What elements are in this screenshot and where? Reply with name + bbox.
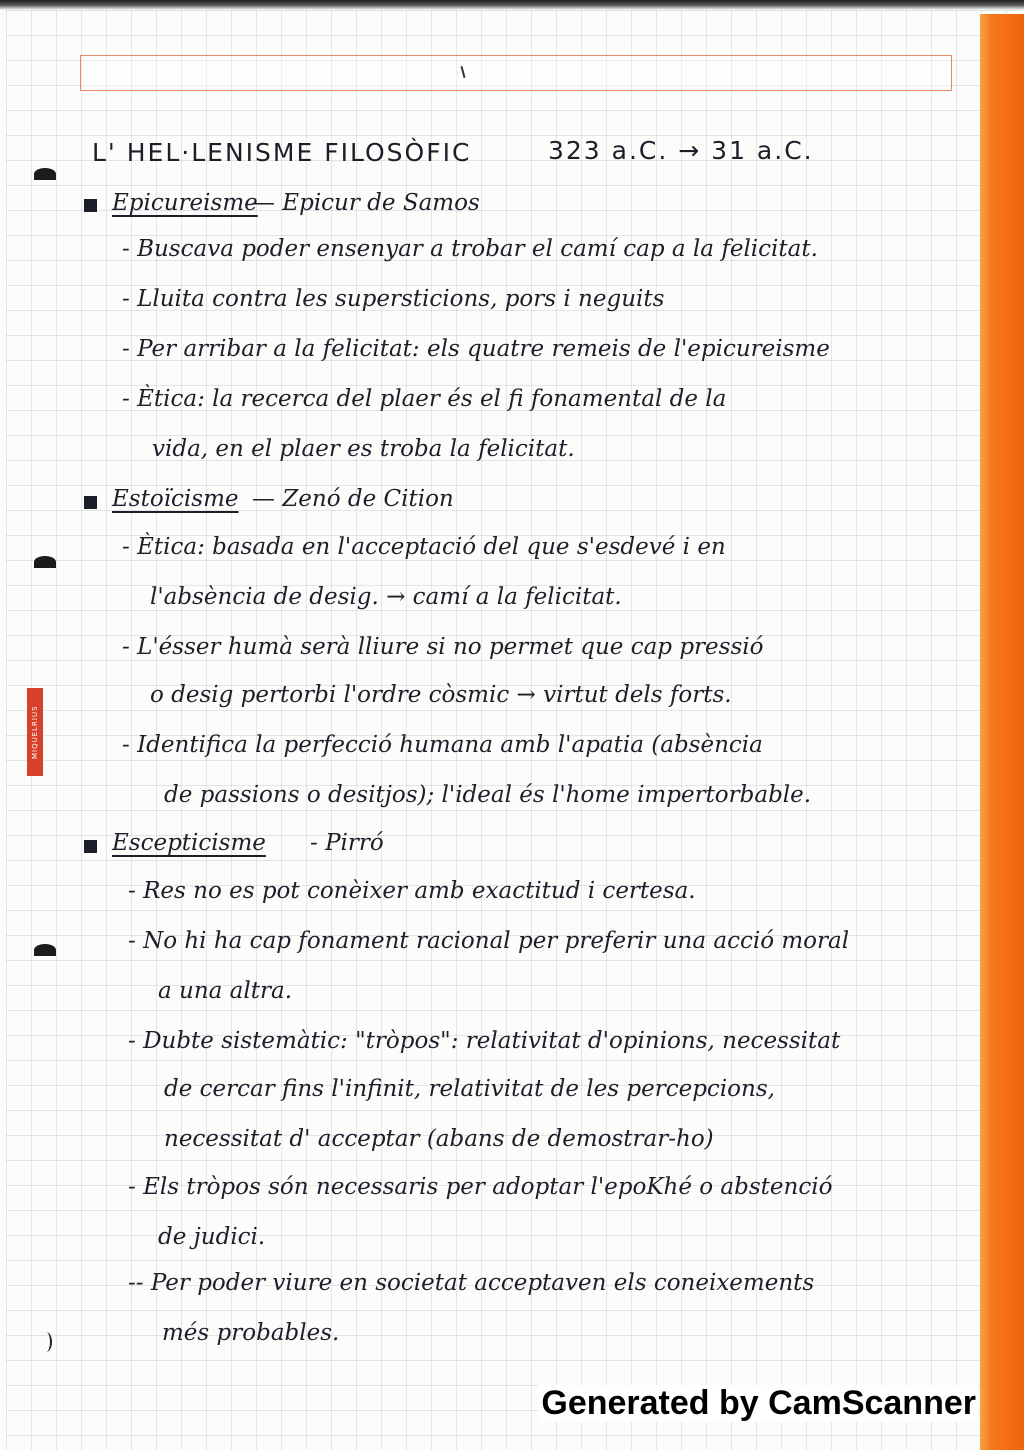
note-line: a una altra.	[158, 978, 293, 1004]
note-line: - Lluita contra les supersticions, pors i neguits	[122, 286, 665, 312]
note-line: - No hi ha cap fonament racional per preferir una acció moral	[128, 928, 850, 954]
note-line: - Dubte sistemàtic: "tròpos": relativitat d'opinions, necessitat	[128, 1028, 841, 1054]
orange-page-edge	[980, 14, 1024, 1450]
date-range: 323 a.C. → 31 a.C.	[548, 136, 814, 165]
note-line: - L'ésser humà serà lliure si no permet que cap pressió	[122, 634, 764, 660]
note-line: - Ètica: basada en l'acceptació del que s'esdevé i en	[122, 534, 726, 560]
note-line: l'absència de desig. → camí a la felicitat.	[150, 584, 622, 610]
notebook-brand-tag: MIQUELRIUS	[27, 688, 43, 776]
punch-hole	[34, 168, 56, 190]
section-subtitle: — Zenó de Cition	[252, 486, 454, 512]
camscanner-watermark: Generated by CamScanner	[541, 1383, 976, 1422]
note-line: o desig pertorbi l'ordre còsmic → virtut dels forts.	[150, 682, 732, 708]
note-line: necessitat d' acceptar (abans de demostrar-ho)	[164, 1126, 714, 1152]
section-bullet	[84, 496, 97, 509]
page-title: L' HEL·LENISME FILOSÒFIC	[92, 138, 472, 167]
section-heading-epicureisme: Epicureisme	[112, 190, 258, 216]
note-line: - Identifica la perfecció humana amb l'apatia (absència	[122, 732, 763, 758]
section-subtitle: — Epicur de Samos	[252, 190, 480, 216]
punch-hole	[34, 944, 56, 966]
note-line: més probables.	[162, 1320, 340, 1346]
note-line: de cercar fins l'infinit, relativitat de les percepcions,	[164, 1076, 775, 1102]
punch-hole	[34, 556, 56, 578]
note-line: - Per arribar a la felicitat: els quatre remeis de l'epicureisme	[122, 336, 830, 362]
section-bullet	[84, 199, 97, 212]
section-heading-estoicisme: Estoïcisme	[112, 486, 239, 512]
note-line: de judici.	[158, 1224, 266, 1250]
note-line: - Els tròpos són necessaris per adoptar l'epoKhé o abstenció	[128, 1174, 833, 1200]
section-subtitle: - Pirró	[310, 830, 384, 856]
note-line: vida, en el plaer es troba la felicitat.	[152, 436, 575, 462]
note-line: - Res no es pot conèixer amb exactitud i certesa.	[128, 878, 696, 904]
section-heading-escepticisme: Escepticisme	[112, 830, 266, 856]
section-bullet	[84, 840, 97, 853]
note-line: - Ètica: la recerca del plaer és el fi fonamental de la	[122, 386, 727, 412]
punch-hole	[34, 1332, 56, 1354]
note-line: - Buscava poder ensenyar a trobar el camí cap a la felicitat.	[122, 236, 818, 262]
scan-top-edge	[0, 0, 1024, 10]
header-box	[80, 55, 952, 91]
note-line: de passions o desitjos); l'ideal és l'home impertorbable.	[164, 782, 812, 808]
note-line: -- Per poder viure en societat acceptaven els coneixements	[128, 1270, 815, 1296]
